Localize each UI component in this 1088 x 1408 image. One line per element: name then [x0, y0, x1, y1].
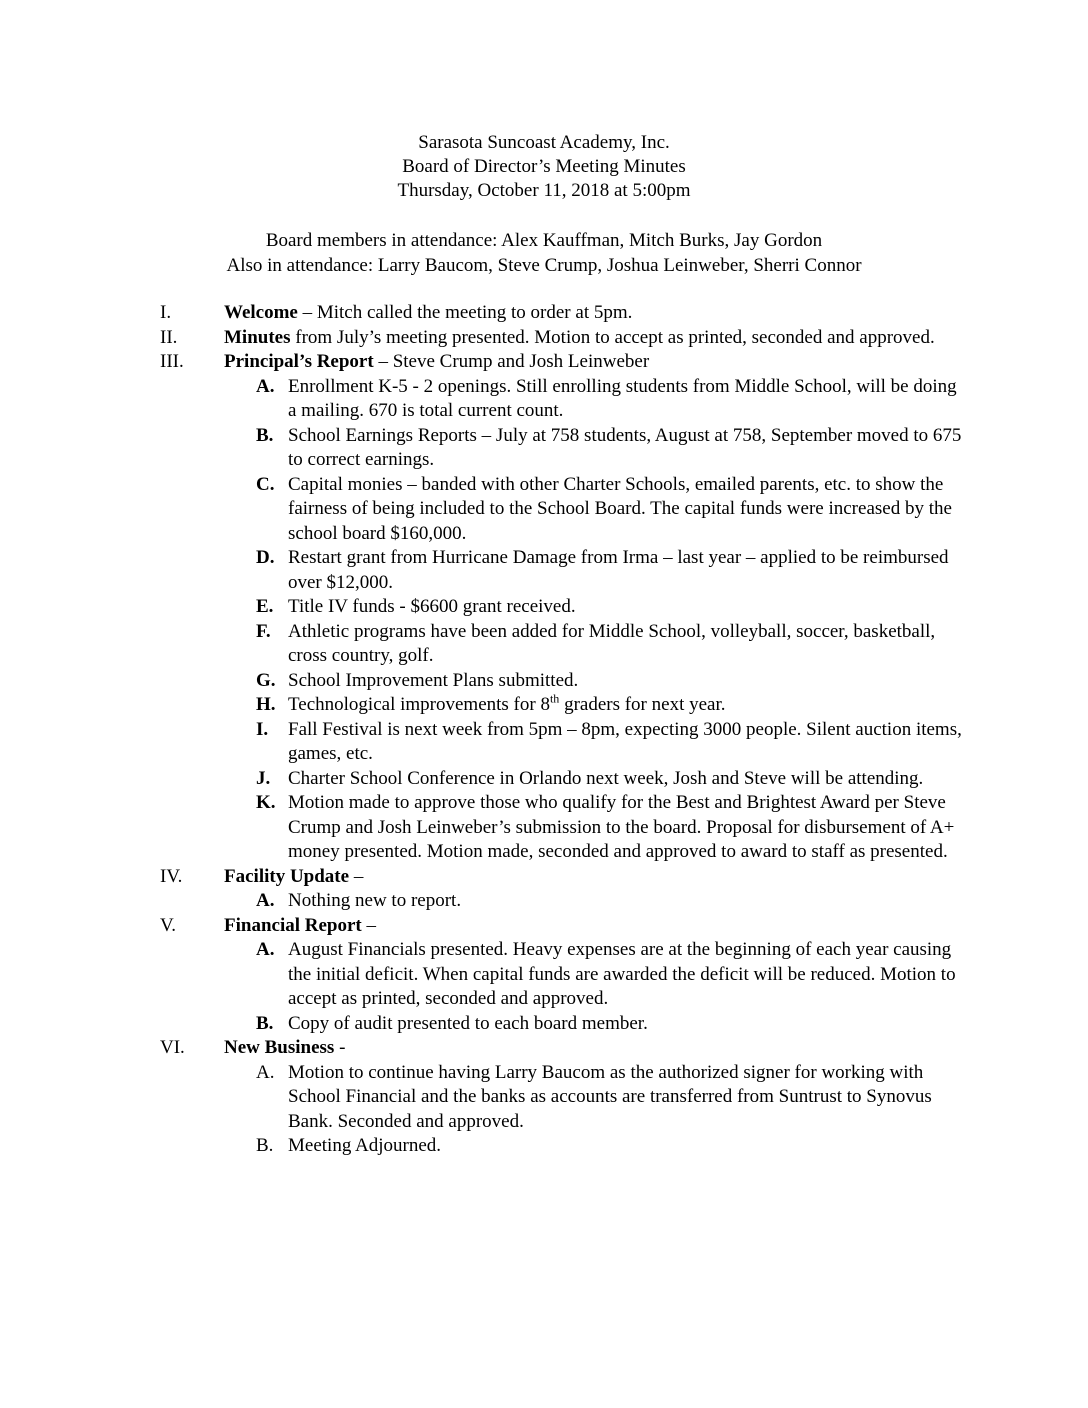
- list-item: [224, 718, 968, 767]
- section-number: II.: [160, 326, 178, 348]
- section-text: -: [334, 1037, 346, 1058]
- item-text: Motion to continue having Larry Baucom as the authorized signer for working with School Financial and the banks as accounts are transferred from Suntrust to Synovus Bank. Seconded and approved.: [288, 1061, 932, 1132]
- section-text: – Mitch called the meeting to order at 5pm.: [297, 302, 633, 323]
- list-item: [224, 375, 968, 424]
- section-facility-update: [0, 865, 964, 914]
- item-letter: I.: [256, 718, 269, 740]
- organization-name: Sarasota Suncoast Academy, Inc.: [418, 132, 670, 153]
- list-item: [224, 889, 968, 914]
- ordinal-suffix: th: [549, 691, 560, 706]
- list-item: [224, 595, 968, 620]
- item-text-continued: graders for next year.: [559, 694, 726, 715]
- item-text: Nothing new to report.: [288, 890, 462, 911]
- section-new-business: [0, 1036, 964, 1159]
- section-title: Principal’s Report: [224, 351, 374, 372]
- item-letter: B.: [256, 1012, 274, 1034]
- item-list: [224, 889, 964, 914]
- list-item: [224, 938, 968, 1012]
- item-text: School Improvement Plans submitted.: [288, 669, 579, 691]
- list-item: [224, 767, 968, 792]
- list-item: [224, 791, 968, 865]
- list-item: [224, 669, 968, 694]
- item-text: Enrollment K-5 - 2 openings. Still enrolling students from Middle School, will be doing a mailing. 670 is total current count.: [288, 375, 957, 421]
- meeting-date: Thursday, October 11, 2018 at 5:00pm: [397, 180, 691, 201]
- section-welcome: [0, 301, 964, 326]
- board-attendance: Board members in attendance: Alex Kauffman, Mitch Burks, Jay Gordon: [265, 230, 823, 251]
- item-text: Capital monies – banded with other Charter Schools, emailed parents, etc. to show the fairness of being included to the School Board. The capital funds were increased by the school board $160,000.: [288, 473, 952, 544]
- item-list: [224, 938, 964, 1036]
- list-item: [224, 424, 968, 473]
- section-number: V.: [160, 914, 177, 936]
- attendance-block: [0, 229, 1088, 278]
- item-list: [224, 1061, 964, 1159]
- document-title: Board of Director’s Meeting Minutes: [402, 156, 686, 177]
- item-letter: J.: [256, 767, 271, 789]
- item-letter: F.: [256, 620, 271, 642]
- list-item: [224, 546, 968, 595]
- list-item: [224, 1012, 968, 1037]
- minutes-body: [0, 301, 1088, 1159]
- section-principals-report: [0, 350, 964, 865]
- section-title: Welcome: [224, 302, 298, 323]
- item-letter: A.: [256, 890, 275, 911]
- item-text: Motion made to approve those who qualify for the Best and Brightest Award per Steve Crump and Josh Leinweber’s submission to the board. Proposal for disbursement of A+ money presented. Motion made, seconded and approved to award to staff as presented.: [288, 792, 955, 862]
- item-text: Copy of audit presented to each board member.: [288, 1012, 648, 1034]
- section-title: New Business: [224, 1037, 335, 1058]
- section-text: – Steve Crump and Josh Leinweber: [373, 351, 650, 372]
- item-text: Meeting Adjourned.: [288, 1135, 442, 1156]
- item-text: Technological improvements for 8: [288, 694, 550, 715]
- item-text: Charter School Conference in Orlando next week, Josh and Steve will be attending.: [288, 767, 924, 789]
- item-letter: K.: [256, 792, 276, 813]
- list-item: [224, 620, 968, 669]
- item-text: Athletic programs have been added for Middle School, volleyball, soccer, basketball, cross country, golf.: [288, 620, 936, 666]
- list-item: [224, 693, 968, 718]
- item-letter: B.: [256, 424, 274, 446]
- document-header: [0, 131, 1088, 203]
- section-number: I.: [160, 302, 172, 323]
- section-number: III.: [160, 351, 184, 372]
- list-item: [224, 1061, 968, 1135]
- item-letter: A.: [256, 375, 275, 397]
- section-text: from July’s meeting presented. Motion to accept as printed, seconded and approved.: [290, 326, 935, 348]
- item-letter: A.: [256, 1061, 275, 1083]
- section-text: –: [349, 865, 364, 887]
- item-letter: D.: [256, 547, 275, 568]
- section-text: –: [361, 914, 376, 936]
- list-item: [224, 473, 968, 547]
- item-text: Title IV funds - $6600 grant received.: [288, 596, 576, 617]
- item-text: Fall Festival is next week from 5pm – 8pm, expecting 3000 people. Silent auction items, games, etc.: [288, 718, 962, 764]
- section-number: IV.: [160, 865, 183, 887]
- item-list: [224, 375, 964, 865]
- section-title: Facility Update: [224, 865, 350, 887]
- section-minutes: [0, 326, 964, 351]
- other-attendance: Also in attendance: Larry Baucom, Steve Crump, Joshua Leinweber, Sherri Connor: [226, 254, 862, 276]
- item-letter: C.: [256, 473, 275, 495]
- item-text: August Financials presented. Heavy expenses are at the beginning of each year causing the initial deficit. When capital funds are awarded the deficit will be reduced. Motion to accept as printed, seconded and approved.: [288, 939, 956, 1009]
- section-number: VI.: [160, 1037, 185, 1058]
- item-letter: G.: [256, 669, 276, 691]
- item-letter: H.: [256, 694, 276, 715]
- section-title: Minutes: [224, 326, 291, 348]
- item-text: School Earnings Reports – July at 758 students, August at 758, September moved to 675 to correct earnings.: [288, 424, 962, 470]
- item-letter: E.: [256, 596, 274, 617]
- item-text: Restart grant from Hurricane Damage from Irma – last year – applied to be reimbursed over $12,000.: [288, 547, 949, 593]
- section-title: Financial Report: [224, 914, 362, 936]
- section-financial-report: [0, 914, 964, 1037]
- item-letter: A.: [256, 939, 275, 960]
- list-item: [224, 1134, 968, 1159]
- item-letter: B.: [256, 1135, 274, 1156]
